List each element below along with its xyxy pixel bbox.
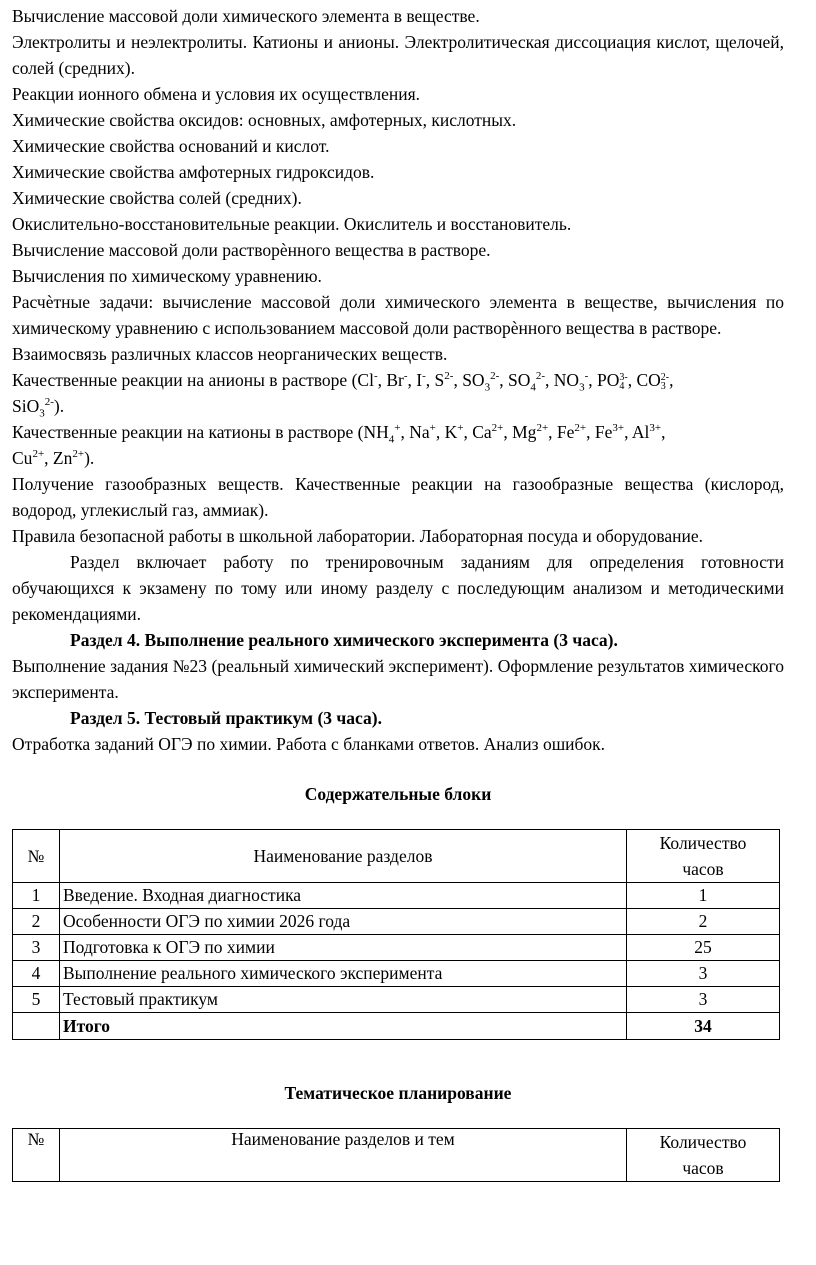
table-row [13,935,780,961]
table-row [13,987,780,1013]
paragraph: Химические свойства оснований и кислот. [12,136,330,156]
planning-table [12,1128,780,1182]
paragraph: Отработка заданий ОГЭ по химии. Работа с бланками ответов. Анализ ошибок. [12,734,606,754]
paragraph: Правила безопасной работы в школьной лаборатории. Лабораторная посуда и оборудование. [12,526,704,546]
table-row [13,961,780,987]
row-hours: 25 [627,935,780,961]
total-number-cell [13,1013,60,1040]
paragraph: Химические свойства солей (средних). [12,188,302,208]
table-header-row [13,1129,780,1182]
column-header: Количество часов [627,1129,780,1182]
table-row [13,883,780,909]
document-page [12,0,784,1182]
section-heading: Раздел 5. Тестовый практикум (3 часа). [70,708,382,728]
row-number: 1 [13,883,60,909]
row-number: 3 [13,935,60,961]
row-hours: 1 [627,883,780,909]
paragraph: Вычисления по химическому уравнению. [12,266,322,286]
section-heading: Раздел 4. Выполнение реального химического эксперимента (3 часа). [70,630,618,650]
paragraph: Химические свойства амфотерных гидроксидов. [12,162,375,182]
planning-title: Тематическое планирование [284,1083,512,1103]
row-name: Выполнение реального химического эксперимента [60,961,627,987]
column-header: № [13,1129,60,1182]
blocks-title: Содержательные блоки [304,784,492,804]
row-name: Тестовый практикум [60,987,627,1013]
anions-paragraph: Качественные реакции на анионы в растворе (Cl-, Br-, I-, $S^{2-}$, $SO_3^{2-}$, $SO_4^{2-}$, $NO_3^-$, PO3- 4 , CO2- 3 , SiO$_3^{2-}$). [12,370,674,420]
row-number: 2 [13,909,60,935]
total-label: Итого [60,1013,627,1040]
table-header-row [13,830,780,883]
paragraph: Реакции ионного обмена и условия их осуществления. [12,84,421,104]
row-hours: 2 [627,909,780,935]
column-header: Количество часов [627,830,780,883]
table-row [13,909,780,935]
row-name: Особенности ОГЭ по химии 2026 года [60,909,627,935]
paragraph: Выполнение задания №23 (реальный химический эксперимент). Оформление результатов химического эксперимента. [12,656,784,702]
table-total-row [13,1013,780,1040]
paragraph: Окислительно-восстановительные реакции. Окислитель и восстановитель. [12,214,572,234]
column-header: № [13,830,60,883]
paragraph: Получение газообразных веществ. Качественные реакции на газообразные вещества (кислород, водород, углекислый газ, аммиак). [12,474,784,520]
paragraph: Расчѐтные задачи: вычисление массовой доли химического элемента в веществе, вычисления по химическому уравнению с использованием массовой доли растворѐнного вещества в растворе. [12,292,784,338]
row-number: 5 [13,987,60,1013]
total-hours: 34 [627,1013,780,1040]
paragraph: Электролиты и неэлектролиты. Катионы и анионы. Электролитическая диссоциация кислот, щелочей, солей (средних). [12,32,784,78]
paragraph: Вычисление массовой доли химического элемента в веществе. [12,6,480,26]
paragraph: Химические свойства оксидов: основных, амфотерных, кислотных. [12,110,517,130]
row-name: Подготовка к ОГЭ по химии [60,935,627,961]
paragraph: Вычисление массовой доли растворѐнного вещества в растворе. [12,240,491,260]
row-name: Введение. Входная диагностика [60,883,627,909]
column-header: Наименование разделов [60,830,627,883]
paragraph: Раздел включает работу по тренировочным заданиям для определения готовности обучающихся к экзамену по тому или иному разделу с последующим анализом и методическими рекомендациями. [12,552,784,624]
cations-paragraph: Качественные реакции на катионы в растворе ($NH_4^+$, Na+, K+, $Ca^{2+}$, $Mg^{2+}$, $Fe^{2+}$, $Fe^{3+}$, $Al^{3+}$, $Cu^{2+}$, $Zn^{2+}$). [12,422,666,468]
blocks-table [12,829,780,1040]
column-header: Наименование разделов и тем [60,1129,627,1182]
paragraph: Взаимосвязь различных классов неорганических веществ. [12,344,448,364]
row-number: 4 [13,961,60,987]
row-hours: 3 [627,987,780,1013]
row-hours: 3 [627,961,780,987]
